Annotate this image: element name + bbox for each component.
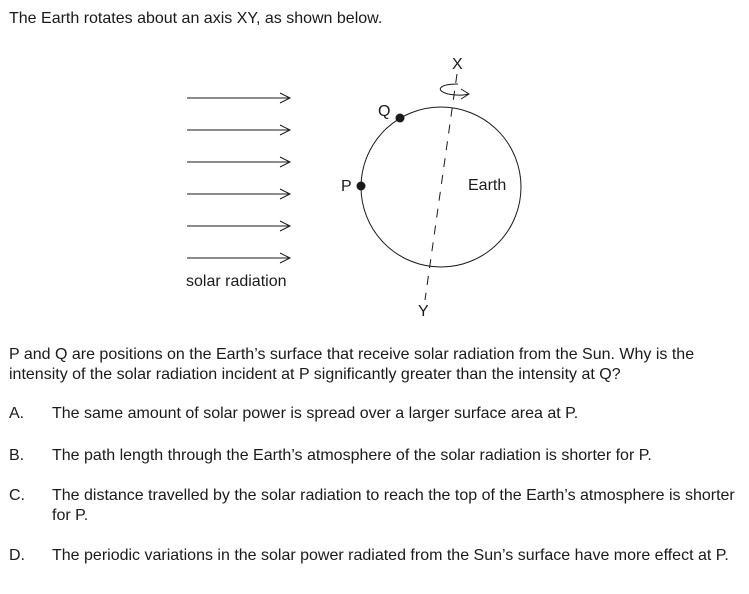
point-label-q: Q: [378, 103, 391, 120]
point-label-p: P: [341, 178, 352, 195]
option-letter: B.: [9, 447, 25, 464]
radiation-arrow: [187, 157, 290, 167]
radiation-arrow: [187, 189, 290, 199]
point-q-dot: [396, 114, 405, 123]
solar-radiation-arrows: [187, 93, 290, 263]
solar-radiation-label: solar radiation: [186, 273, 287, 290]
option-letter: D.: [9, 547, 25, 564]
option-text: The periodic variations in the solar power radiated from the Sun’s surface have more effect at P.: [52, 547, 729, 564]
intro-text: The Earth rotates about an axis XY, as shown below.: [9, 10, 383, 27]
option-letter: C.: [9, 487, 25, 504]
radiation-arrow: [187, 93, 290, 103]
axis-label-x: X: [452, 56, 463, 73]
radiation-arrow: [187, 221, 290, 231]
radiation-arrow: [187, 253, 290, 263]
radiation-arrow: [187, 125, 290, 135]
option-text: The distance travelled by the solar radiation to reach the top of the Earth’s atmosphere is shorter for P.: [52, 487, 735, 524]
point-p-dot: [357, 182, 366, 191]
axis-label-y: Y: [418, 303, 429, 320]
option-letter: A.: [9, 405, 25, 422]
question-text: P and Q are positions on the Earth’s surface that receive solar radiation from the Sun. Why is the intensity of the solar radiation incident at P significantly greater than the intensity at Q?: [9, 346, 695, 383]
earth-label: Earth: [468, 177, 507, 194]
option-text: The path length through the Earth’s atmosphere of the solar radiation is shorter for P.: [52, 447, 652, 464]
option-text: The same amount of solar power is spread over a larger surface area at P.: [52, 405, 579, 422]
